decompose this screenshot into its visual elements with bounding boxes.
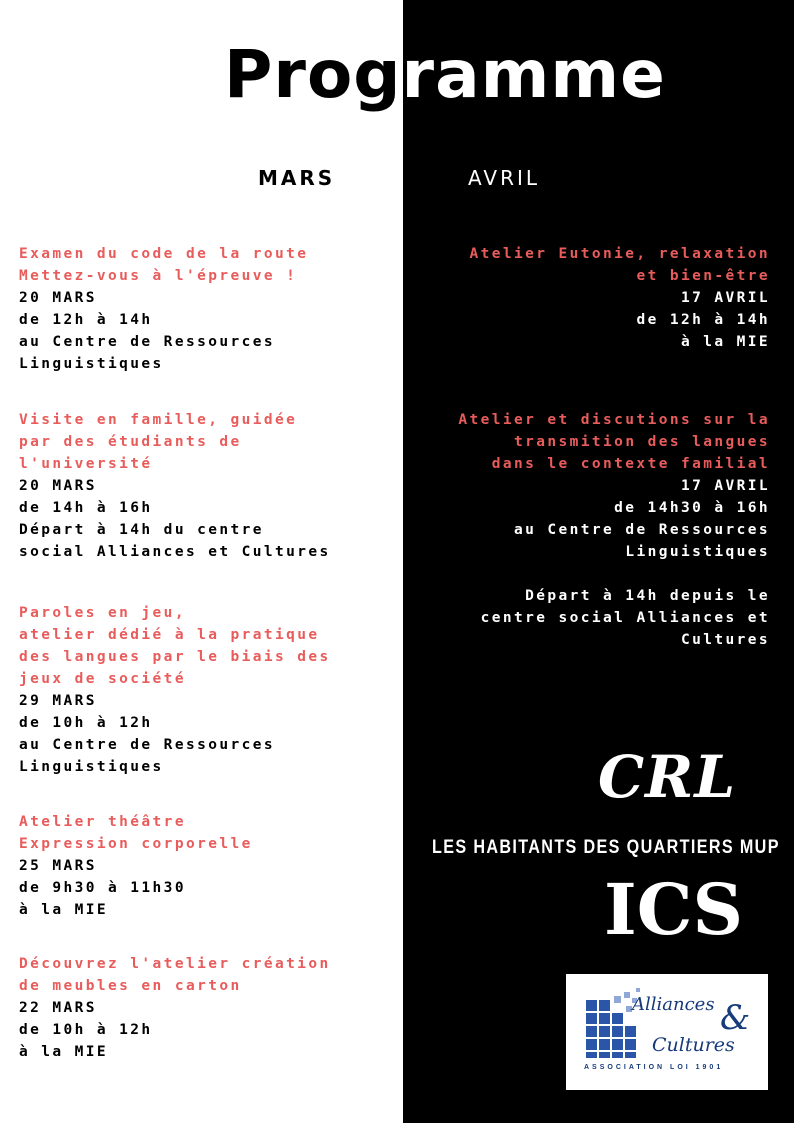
event-date: 29 MARS (19, 693, 97, 709)
event-departure: Départ à 14h depuis le (525, 588, 770, 604)
event-date: 17 AVRIL (680, 290, 770, 306)
logo-text-cultures: Cultures (652, 1034, 735, 1056)
alliances-cultures-logo (566, 974, 768, 1090)
event-avril-1 (469, 243, 770, 353)
event-location: Linguistiques (19, 759, 164, 775)
event-title-line: atelier dédié à la pratique (19, 627, 320, 643)
event-time: de 10h à 12h (19, 1022, 153, 1038)
logo-ampersand: & (720, 998, 751, 1038)
event-mars-3 (19, 602, 331, 778)
event-location: au Centre de Ressources (19, 334, 275, 350)
event-title-line: Visite en famille, guidée (19, 412, 298, 428)
event-title-line: et bien-être (636, 268, 770, 284)
event-departure: centre social Alliances et (480, 610, 770, 626)
event-location: Départ à 14h du centre (19, 522, 264, 538)
crl-logo: CRL (598, 743, 737, 811)
event-spacer (458, 563, 770, 585)
event-time: de 14h30 à 16h (614, 500, 770, 516)
event-date: 20 MARS (19, 478, 97, 494)
month-heading-avril: AVRIL (468, 166, 541, 190)
event-mars-1 (19, 243, 308, 375)
event-date: 22 MARS (19, 1000, 97, 1016)
month-heading-mars: MARS (258, 166, 336, 190)
event-title-line: Examen du code de la route (19, 246, 309, 262)
event-location: Linguistiques (625, 544, 770, 560)
ics-logo: ICS (604, 868, 744, 951)
event-mars-5 (19, 953, 331, 1063)
event-mars-2 (19, 409, 331, 563)
logo-association-label: ASSOCIATION LOI 1901 (584, 1064, 724, 1071)
event-title-line: jeux de société (19, 671, 186, 687)
event-time: de 9h30 à 11h30 (19, 880, 186, 896)
event-location: Linguistiques (19, 356, 164, 372)
event-location: à la MIE (19, 1044, 109, 1060)
event-title-line: par des étudiants de (19, 434, 242, 450)
logo-text-alliances: Alliances (632, 994, 715, 1015)
event-departure: Cultures (680, 632, 770, 648)
event-title-line: l'université (19, 456, 153, 472)
event-title-line: dans le contexte familial (491, 456, 770, 472)
event-title-line: Expression corporelle (19, 836, 253, 852)
event-location: à la MIE (680, 334, 770, 350)
event-title-line: Atelier théâtre (19, 814, 186, 830)
event-title-line: Atelier Eutonie, relaxation (469, 246, 770, 262)
event-time: de 10h à 12h (19, 715, 153, 731)
event-title-line: Découvrez l'atelier création (19, 956, 331, 972)
event-mars-4 (19, 811, 253, 921)
event-avril-2 (458, 409, 770, 651)
event-date: 20 MARS (19, 290, 97, 306)
event-location: au Centre de Ressources (514, 522, 770, 538)
event-title-line: Atelier et discutions sur la (458, 412, 770, 428)
event-title-line: Mettez-vous à l'épreuve ! (19, 268, 298, 284)
event-location: social Alliances et Cultures (19, 544, 331, 560)
event-time: de 14h à 16h (19, 500, 153, 516)
event-title-line: des langues par le biais des (19, 649, 331, 665)
event-title-line: de meubles en carton (19, 978, 242, 994)
page-title: Programme (0, 30, 794, 120)
mup-residents-label: LES HABITANTS DES QUARTIERS MUP (432, 837, 780, 858)
event-time: de 12h à 14h (636, 312, 770, 328)
event-date: 25 MARS (19, 858, 97, 874)
event-location: au Centre de Ressources (19, 737, 275, 753)
event-title-line: Paroles en jeu, (19, 605, 186, 621)
event-date: 17 AVRIL (680, 478, 770, 494)
event-time: de 12h à 14h (19, 312, 153, 328)
event-location: à la MIE (19, 902, 109, 918)
event-title-line: transmition des langues (514, 434, 770, 450)
